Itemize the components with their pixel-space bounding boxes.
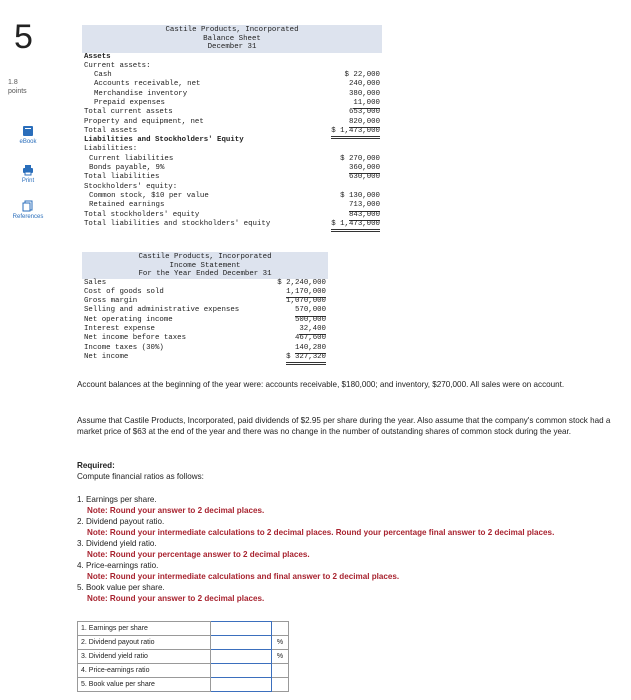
row-value: 1,070,000 [286, 297, 326, 306]
answer-unit: % [272, 650, 289, 664]
statement-row [82, 164, 382, 173]
ebook-link[interactable] [6, 125, 50, 145]
statement-row [82, 183, 382, 192]
answer-label: 1. Earnings per share [78, 622, 211, 636]
points-box [8, 78, 27, 96]
row-value: 467,600 [294, 334, 326, 343]
required-text: Compute financial ratios as follows: [77, 471, 204, 481]
print-link[interactable] [6, 164, 50, 184]
row-label: Net income before taxes [84, 334, 187, 343]
row-value: $ 130,000 [340, 191, 380, 200]
statement-row [82, 108, 382, 117]
points-value: 1.8 [8, 79, 18, 86]
statement-row [82, 145, 382, 154]
requirements-list [77, 494, 627, 604]
question-number: 5 [14, 18, 33, 56]
paragraph-assumptions: Assume that Castile Products, Incorporated, paid dividends of $2.95 per share during the year. Also assume that the company's common stock had a market price of $63 at the end of the year and there was no change in the number of outstanding shares of common stock during the year. [77, 416, 611, 436]
requirement-item: 4. Price-earnings ratio. [77, 561, 159, 570]
statement-row [82, 325, 328, 334]
answer-row [78, 622, 289, 636]
row-label: Merchandise inventory [94, 89, 188, 98]
row-value: 140,280 [295, 344, 326, 354]
row-value: $ 327,320 [286, 353, 326, 365]
statement-row [82, 297, 328, 306]
required-heading: Required: [77, 461, 115, 470]
row-value: 630,000 [348, 173, 380, 182]
requirement-note: Note: Round your intermediate calculations and final answer to 2 decimal places. [87, 572, 400, 581]
balance-sheet-header [82, 25, 382, 53]
documents-icon [22, 200, 34, 212]
row-label: Prepaid expenses [94, 98, 165, 107]
is-company: Castile Products, Incorporated [138, 253, 272, 261]
statement-row [82, 344, 328, 353]
requirement-item: 1. Earnings per share. [77, 495, 157, 504]
row-label: Accounts receivable, net [94, 80, 201, 89]
row-label: Common stock, $10 per value [89, 191, 209, 200]
statement-row [82, 71, 382, 80]
row-value: 1,170,000 [286, 288, 326, 298]
statement-row [82, 118, 382, 127]
row-value: $ 2,240,000 [277, 278, 326, 287]
is-period: For the Year Ended December 31 [138, 270, 272, 278]
row-label: Interest expense [84, 324, 155, 333]
statement-row [82, 173, 382, 182]
row-label: Current liabilities [89, 154, 174, 163]
row-label: Cost of goods sold [84, 287, 164, 296]
row-label: Gross margin [84, 297, 138, 306]
statement-row [82, 334, 328, 343]
row-value: 653,000 [348, 108, 380, 117]
row-label: Total liabilities [84, 173, 160, 182]
balance-sheet [82, 25, 382, 229]
required-section [77, 461, 204, 482]
answer-input[interactable] [211, 622, 272, 636]
row-value: 500,000 [294, 315, 326, 324]
answer-label: 5. Book value per share [78, 678, 211, 692]
row-label: Liabilities: [84, 145, 138, 154]
row-label: Net operating income [84, 315, 173, 324]
statement-row [82, 353, 328, 362]
row-label: Stockholders' equity: [84, 182, 178, 191]
row-value: $ 22,000 [344, 71, 380, 80]
requirement-note: Note: Round your answer to 2 decimal places. [87, 506, 265, 515]
references-label: References [12, 214, 44, 220]
requirement-item: 3. Dividend yield ratio. [77, 539, 157, 548]
row-value: 570,000 [295, 306, 326, 316]
row-label: Liabilities and Stockholders' Equity [84, 136, 244, 145]
requirement-note: Note: Round your intermediate calculations to 2 decimal places. Round your percentage final answer to 2 decimal places. [87, 528, 555, 537]
statement-row [82, 80, 382, 89]
answer-row [78, 636, 289, 650]
statement-row [82, 220, 382, 229]
answer-unit [272, 678, 289, 692]
balance-sheet-rows [82, 53, 382, 230]
ebook-label: eBook [19, 139, 37, 145]
answer-row [78, 664, 289, 678]
statement-row [82, 279, 328, 288]
statement-row [82, 90, 382, 99]
row-label: Sales [84, 278, 107, 287]
answer-table [77, 621, 289, 692]
row-value: 820,000 [349, 118, 380, 128]
requirement-item: 5. Book value per share. [77, 583, 165, 592]
row-value: 240,000 [348, 80, 380, 89]
statement-row [82, 155, 382, 164]
answer-input[interactable] [211, 664, 272, 678]
row-label: Total current assets [84, 108, 173, 117]
row-value: 380,000 [348, 89, 380, 98]
row-value: 360,000 [349, 164, 380, 174]
bs-company: Castile Products, Incorporated [165, 26, 299, 34]
bs-date: December 31 [207, 43, 257, 51]
answer-row [78, 678, 289, 692]
print-label: Print [21, 178, 35, 184]
statement-row [82, 288, 328, 297]
answer-row [78, 650, 289, 664]
statement-row [82, 201, 382, 210]
references-link[interactable] [6, 200, 50, 220]
row-label: Assets [84, 52, 111, 61]
requirement-note: Note: Round your answer to 2 decimal places. [87, 594, 265, 603]
income-statement [82, 252, 328, 362]
row-value: $ 1,473,000 [331, 127, 380, 139]
statement-row [82, 306, 328, 315]
income-statement-rows [82, 279, 328, 363]
answer-unit [272, 622, 289, 636]
row-label: Total assets [84, 126, 138, 135]
row-label: Income taxes (30%) [84, 343, 164, 352]
points-label: points [8, 88, 27, 95]
row-label: Net income [84, 352, 129, 361]
income-statement-header [82, 252, 328, 279]
requirement-note: Note: Round your percentage answer to 2 decimal places. [87, 550, 310, 559]
statement-row [82, 192, 382, 201]
statement-row [82, 53, 382, 62]
statement-row [82, 136, 382, 145]
statement-row [82, 211, 382, 220]
statement-row [82, 62, 382, 71]
answer-unit: % [272, 636, 289, 650]
bs-title: Balance Sheet [203, 34, 261, 43]
statement-row [82, 99, 382, 108]
row-value: $ 270,000 [340, 154, 380, 163]
row-value: 713,000 [349, 201, 380, 211]
row-label: Retained earnings [89, 201, 165, 210]
row-label: Bonds payable, 9% [89, 164, 165, 173]
answer-label: 2. Dividend payout ratio [78, 636, 211, 650]
answer-input[interactable] [211, 650, 272, 664]
answer-label: 4. Price-earnings ratio [78, 664, 211, 678]
row-value: 11,000 [353, 99, 380, 109]
row-label: Total stockholders' equity [84, 210, 200, 219]
answer-label: 3. Dividend yield ratio [78, 650, 211, 664]
row-label: Total liabilities and stockholders' equity [84, 219, 271, 228]
book-icon [22, 125, 34, 137]
paragraph-balances: Account balances at the beginning of the year were: accounts receivable, $180,000; and inventory, $270,000. All sales were on account. [77, 380, 565, 389]
printer-icon [22, 164, 34, 176]
row-label: Current assets: [84, 61, 151, 70]
is-title: Income Statement [169, 261, 241, 270]
answer-input[interactable] [211, 636, 272, 650]
row-value: 32,400 [299, 325, 326, 335]
answer-input[interactable] [211, 678, 272, 692]
row-label: Cash [94, 71, 112, 80]
row-value: $ 1,473,000 [331, 220, 380, 232]
statement-row [82, 316, 328, 325]
row-label: Selling and administrative expenses [84, 306, 240, 315]
row-value: 843,000 [349, 211, 380, 221]
requirement-item: 2. Dividend payout ratio. [77, 517, 165, 526]
answer-unit [272, 664, 289, 678]
row-label: Property and equipment, net [84, 117, 204, 126]
statement-row [82, 127, 382, 136]
